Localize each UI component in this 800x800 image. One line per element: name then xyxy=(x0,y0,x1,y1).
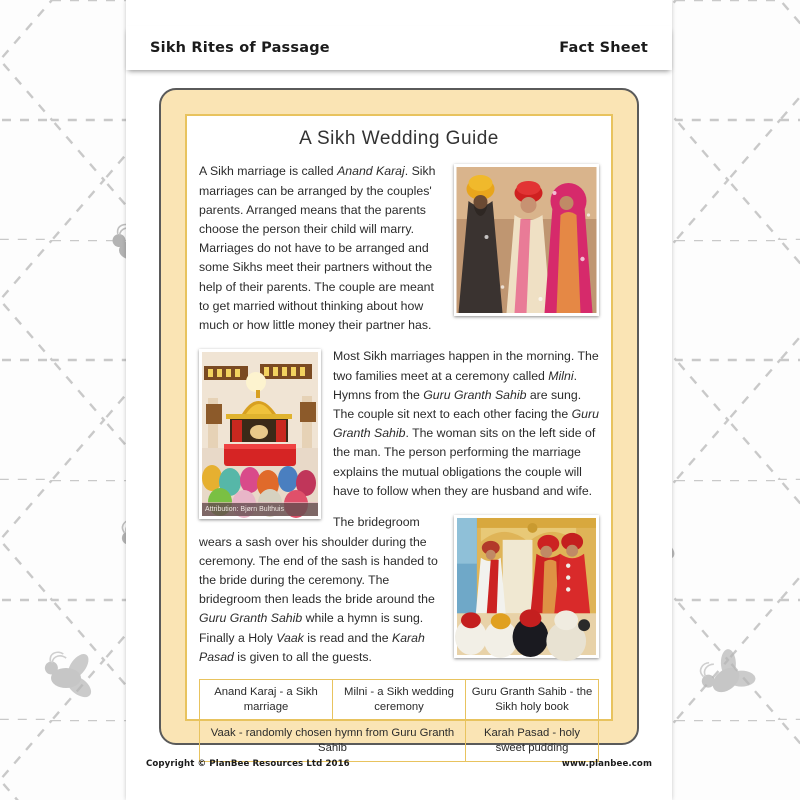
key-vocabulary-table xyxy=(199,679,599,762)
image-sikh-wedding-party xyxy=(454,164,599,316)
header-fact-sheet-label: Fact Sheet xyxy=(559,40,648,56)
bridegroom-block xyxy=(199,513,599,667)
table-row xyxy=(200,680,599,721)
ceremony-block xyxy=(199,347,599,514)
copyright-text: Copyright © PlanBee Resources Ltd 2016 xyxy=(146,759,350,769)
definition-milni: Milni - a Sikh wedding ceremony xyxy=(333,680,466,721)
image-attribution: Attribution: Bjørn Bulthuis xyxy=(202,503,318,516)
page-header xyxy=(126,26,672,70)
paragraph-bridegroom: The bridegroom wears a sash over his shoulder during the ceremony. The end of the sash is handed to the bride during the ceremony. The bridegroom then leads the bride around the Guru Granth Sahib while a hymn is sung. Finally a Holy Vaak is read and the Karah Pasad is given to all the guests. xyxy=(199,515,438,664)
image-wedding-ceremony xyxy=(454,515,599,658)
worksheet-page xyxy=(126,0,672,800)
website-link[interactable]: www.planbee.com xyxy=(561,759,652,769)
definition-guru-granth-sahib: Guru Granth Sahib - the Sikh holy book xyxy=(466,680,599,721)
image-gurdwara-interior xyxy=(199,349,321,519)
paragraph-intro: A Sikh marriage is called Anand Karaj. Sikh marriages can be arranged by the couples' parents. Arranged means that the parents choose the person their child will marry. Marriages do not have to be arranged and some Sikhs meet their partners without the help of their parents. The couple are meant to get married without thinking about how much or how little money their partner has. xyxy=(199,164,436,332)
page-title: A Sikh Wedding Guide xyxy=(299,128,499,149)
content-card xyxy=(159,88,639,755)
intro-block xyxy=(199,162,599,335)
header-title: Sikh Rites of Passage xyxy=(150,40,330,56)
paragraph-ceremony: Most Sikh marriages happen in the morning. The two families meet at a ceremony called Milni. Hymns from the Guru Granth Sahib are sung. The couple sit next to each other facing the Guru Granth Sahib. The woman sits on the left side of the man. The person performing the marriage explains the mutual obligations the couple will have to follow when they are husband and wife. xyxy=(333,349,599,498)
image-sikh-wedding-party-graphic xyxy=(457,167,596,313)
content-card-inner xyxy=(185,114,613,755)
definition-anand-karaj: Anand Karaj - a Sikh marriage xyxy=(200,680,333,721)
image-wedding-ceremony-graphic xyxy=(457,518,596,655)
image-gurdwara-interior-graphic xyxy=(202,352,318,516)
page-footer xyxy=(126,752,672,776)
definition-vaak: Vaak - randomly chosen hymn from Guru Granth Sahib xyxy=(200,721,466,762)
definition-karah-pasad: Karah Pasad - holy sweet pudding xyxy=(466,721,599,762)
